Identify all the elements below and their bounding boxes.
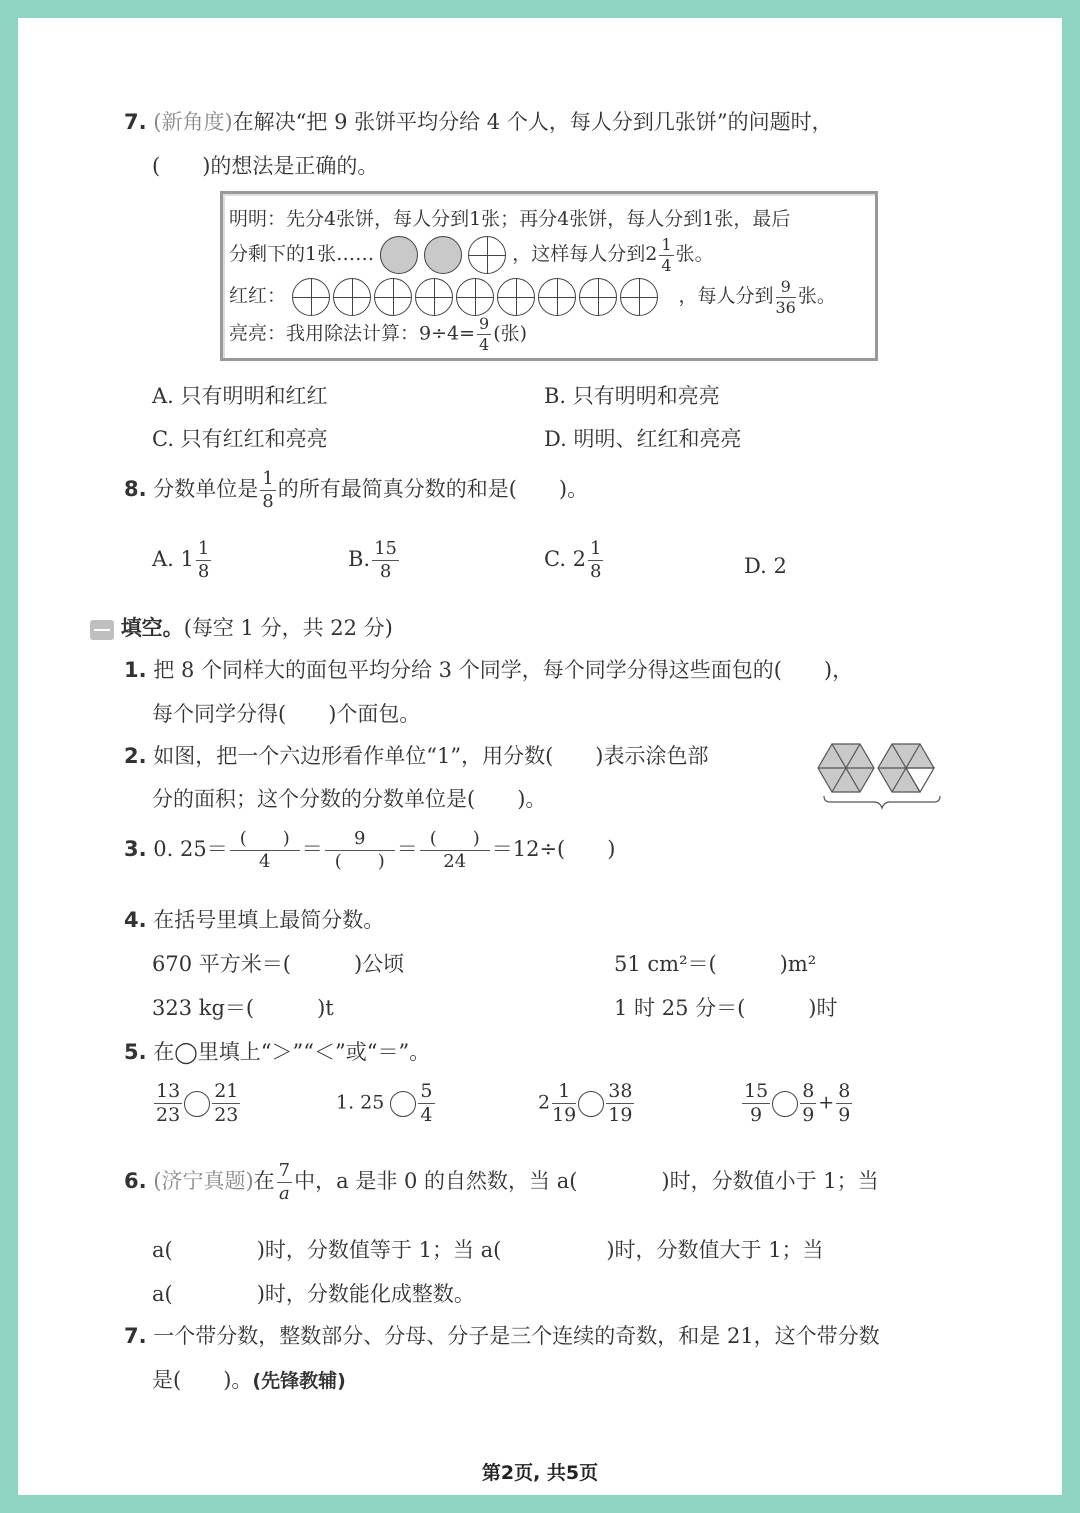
compare-2 [336, 1082, 437, 1125]
numerator: 1 [661, 234, 672, 254]
f3-fraction-2 [325, 830, 395, 871]
question-text: 在括号里填上最简分数。 [153, 908, 385, 932]
f4-item-a: 670 平方米＝( )公顷 [152, 952, 405, 976]
f6-line2: a( )时，分数值等于 1；当 a( )时，分数值大于 1；当 [152, 1238, 824, 1262]
compare-circle[interactable] [772, 1091, 798, 1117]
section-title: 填空。 [120, 616, 184, 640]
question-text-2: 是( )。 [152, 1368, 253, 1392]
numerator: 1 [552, 1082, 576, 1104]
plus-sign: + [818, 1091, 835, 1114]
quartered-circle-icon [415, 278, 453, 316]
fraction [836, 1082, 852, 1125]
question-text: 在解决“把 9 张饼平均分给 4 个人，每人分到几张饼”的问题时， [232, 110, 833, 134]
fraction [212, 1082, 240, 1125]
denominator: 8 [262, 491, 274, 512]
f4-item-b: 51 cm²＝( )m² [614, 952, 817, 976]
hong-fraction [775, 276, 796, 317]
full-circle-icon [380, 236, 418, 274]
numerator: 15 [374, 538, 398, 559]
q7-idea-box [220, 191, 878, 361]
f7-line2 [152, 1364, 346, 1394]
option-b[interactable]: B. 只有明明和亮亮 [544, 384, 720, 408]
option-fraction [196, 540, 211, 581]
question-text: 把 8 个同样大的面包平均分给 3 个同学，每个同学分得这些面包的( )， [153, 658, 854, 682]
f7-line1 [124, 1320, 880, 1350]
f2-line1 [124, 740, 709, 770]
option-a[interactable]: A. 只有明明和红红 [152, 384, 328, 408]
fraction [742, 1082, 770, 1125]
denominator: 19 [552, 1104, 577, 1126]
question-number: 5. [124, 1040, 147, 1064]
q8-line [124, 470, 588, 511]
f4-item-c: 323 kg＝( )t [152, 996, 334, 1020]
question-text: 分数单位是 [153, 477, 259, 501]
numerator: 8 [802, 1080, 815, 1102]
q8-option-b[interactable] [348, 540, 401, 581]
f3-fraction-3 [420, 830, 490, 871]
denominator: 36 [775, 297, 796, 317]
denominator: 8 [590, 561, 602, 582]
question-text: 如图，把一个六边形看作单位“1”，用分数( )表示涂色部 [153, 744, 709, 768]
numerator: 5 [420, 1080, 433, 1102]
fraction [800, 1082, 816, 1125]
f6-line1 [124, 1162, 879, 1203]
fraction [606, 1082, 634, 1125]
question-number: 2. [124, 744, 147, 768]
q8-option-a[interactable] [152, 540, 213, 581]
question-text-end: 的所有最简真分数的和是( )。 [277, 477, 589, 501]
liang-line [229, 316, 527, 353]
option-d[interactable]: D. 明明、红红和亮亮 [544, 427, 742, 451]
f3-post: ＝12÷( ) [491, 837, 616, 861]
page-footer: 第2页, 共5页 [481, 1462, 599, 1484]
denominator: 9 [802, 1104, 815, 1126]
fraction [418, 1082, 434, 1125]
denominator: 4 [479, 335, 490, 354]
denominator: 4 [258, 851, 271, 872]
fraction [552, 1082, 576, 1125]
denominator: 23 [214, 1104, 239, 1126]
numerator: 38 [608, 1080, 633, 1102]
worksheet-page [18, 18, 1062, 1495]
f1-line2: 每个同学分得( )个面包。 [152, 702, 421, 726]
denominator: 8 [379, 561, 392, 582]
numerator: 15 [744, 1080, 769, 1102]
option-label: B. [348, 547, 371, 571]
quartered-circle-icon [497, 278, 535, 316]
f4-item-d: 1 时 25 分＝( )时 [614, 996, 838, 1020]
quartered-circle-icon [333, 278, 371, 316]
source-tag: (先锋教辅) [252, 1370, 346, 1392]
liang-text: 亮亮：我用除法计算：9÷4= [229, 322, 476, 345]
denominator: a [279, 1183, 290, 1204]
quartered-circle-icon [579, 278, 617, 316]
quartered-circle-icon [374, 278, 412, 316]
hong-label: 红红： [229, 285, 287, 307]
compare-circle[interactable] [390, 1091, 416, 1117]
option-fraction [372, 540, 399, 581]
ming-text-1: 明明：先分4张饼，每人分到1张；再分4张饼，每人分到1张，最后 [229, 208, 791, 230]
compare-1 [152, 1082, 242, 1125]
f1-line1 [124, 654, 853, 684]
compare-3 [538, 1082, 636, 1125]
denominator: 4 [661, 255, 672, 275]
f3-pre: 0. 25＝ [153, 837, 228, 861]
numerator: 9 [479, 314, 490, 333]
section-note: (每空 1 分，共 22 分) [183, 616, 393, 640]
section-heading [90, 612, 393, 642]
ming-line-2 [229, 236, 714, 274]
hong-line [229, 278, 836, 316]
question-number: 1. [124, 658, 147, 682]
question-tag: (新角度) [153, 110, 233, 134]
q7-line2: ( )的想法是正确的。 [152, 154, 379, 178]
q8-option-c[interactable] [544, 540, 605, 581]
f6-fraction [277, 1162, 292, 1203]
numerator: ( ) [230, 830, 300, 851]
numerator: 13 [156, 1080, 181, 1102]
compare-4 [740, 1082, 854, 1125]
option-c[interactable]: C. 只有红红和亮亮 [152, 427, 328, 451]
denominator: 19 [608, 1104, 633, 1126]
f6-pre: 在 [253, 1169, 275, 1193]
denominator: 8 [197, 561, 210, 582]
hong-text: ，每人分到 [678, 285, 774, 307]
q7-line1 [124, 106, 833, 136]
q8-option-d[interactable]: D. 2 [744, 554, 787, 578]
liang-fraction [477, 316, 491, 353]
quartered-circle-icon [538, 278, 576, 316]
f6-line3: a( )时，分数能化成整数。 [152, 1282, 475, 1306]
denominator: 9 [750, 1104, 763, 1126]
option-fraction [588, 540, 603, 581]
question-number: 4. [124, 908, 147, 932]
hong-end: 张。 [797, 285, 836, 307]
numerator: 21 [214, 1080, 239, 1102]
ming-text-3: ，这样每人分到2 [512, 243, 658, 265]
q8-fraction [260, 470, 275, 511]
question-text: 一个带分数，整数部分、分母、分子是三个连续的奇数，和是 21，这个带分数 [153, 1324, 880, 1348]
whole-number: 2 [538, 1091, 551, 1114]
fraction [154, 1082, 182, 1125]
question-number: 7. [124, 110, 147, 134]
denominator: 4 [420, 1104, 433, 1126]
quartered-circle-icon [620, 278, 658, 316]
question-text: 在◯里填上“＞”“＜”或“＝”。 [153, 1040, 431, 1064]
compare-circle[interactable] [578, 1091, 604, 1117]
option-label: A. 1 [152, 547, 194, 571]
numerator: 1 [590, 538, 602, 559]
numerator: 7 [278, 1160, 291, 1181]
section-two-icon [90, 620, 114, 640]
ming-text-4: 张。 [675, 243, 714, 265]
option-label: C. 2 [544, 547, 587, 571]
denominator: 23 [156, 1104, 181, 1126]
denominator: 9 [838, 1104, 851, 1126]
f4-line [124, 904, 384, 934]
f3-fraction-1 [230, 830, 300, 871]
decimal: 1. 25 [336, 1091, 385, 1114]
compare-circle[interactable] [184, 1091, 210, 1117]
ming-text-2: 分剩下的1张…… [229, 243, 375, 265]
denominator: 24 [443, 851, 467, 872]
numerator: 1 [197, 538, 210, 559]
numerator: ( ) [420, 830, 490, 851]
quartered-circle-icon [292, 278, 330, 316]
question-number: 8. [124, 477, 147, 501]
quartered-circle-icon [468, 236, 506, 274]
question-number: 3. [124, 837, 147, 861]
question-number: 7. [124, 1324, 147, 1348]
numerator: 1 [262, 468, 274, 489]
liang-end: (张) [493, 322, 528, 345]
numerator: 8 [838, 1080, 851, 1102]
hexagon-figure [814, 736, 950, 810]
question-text: 中，a 是非 0 的自然数，当 a( )时，分数值小于 1；当 [294, 1169, 879, 1193]
f2-line2: 分的面积；这个分数的分数单位是( )。 [152, 787, 547, 811]
numerator: 9 [776, 279, 796, 298]
numerator: 9 [325, 830, 395, 851]
f5-line [124, 1036, 430, 1066]
question-tag: (济宁真题) [153, 1169, 254, 1193]
denominator: ( ) [334, 851, 385, 872]
quartered-circle-icon [456, 278, 494, 316]
ming-fraction [659, 234, 673, 275]
question-number: 6. [124, 1169, 147, 1193]
full-circle-icon [424, 236, 462, 274]
f3-line: 3. 0. 25＝ $\frac{( )}{4}$ ＝ $\frac{9}{( )}$ ＝ $\frac{( )}{24}$ ＝12÷( ) [124, 828, 616, 872]
